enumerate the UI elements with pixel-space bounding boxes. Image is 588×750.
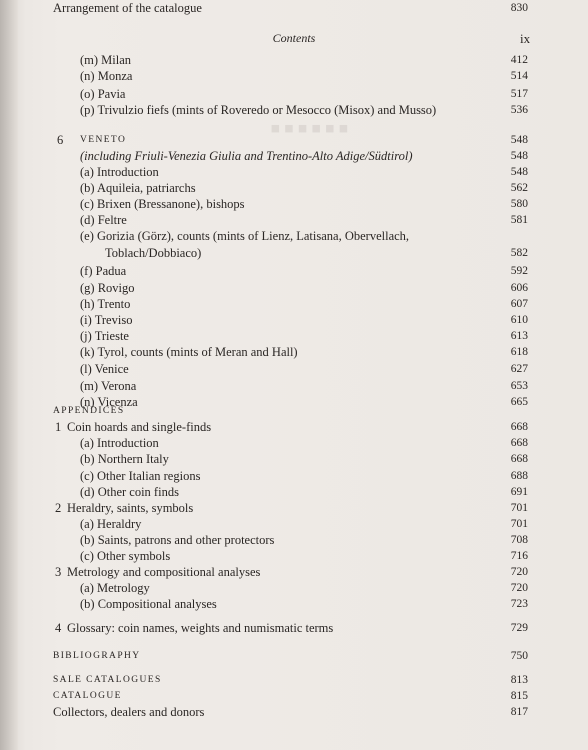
toc-entry-page: 606: [510, 282, 528, 294]
toc-entry-hoards[interactable]: [0, 419, 588, 435]
toc-entry-veneto-sub[interactable]: [0, 148, 588, 164]
toc-entry-label: Glossary: coin names, weights and numismatic terms: [67, 621, 334, 635]
toc-entry-he-her[interactable]: [0, 516, 588, 532]
toc-entry-label: (d) Feltre: [80, 213, 127, 227]
toc-entry-page: 582: [510, 247, 528, 259]
toc-entry-page: 517: [510, 88, 528, 100]
toc-entry-label: Coin hoards and single-finds: [67, 420, 212, 434]
toc-entry-metrology[interactable]: [0, 564, 588, 580]
toc-entry-label: (c) Brixen (Bressanone), bishops: [80, 197, 245, 211]
toc-entry-number: 4: [55, 621, 62, 635]
toc-entry-number: 6: [57, 133, 64, 147]
toc-entry-catalogue[interactable]: [0, 688, 588, 704]
toc-entry-label: (n) Vicenza: [80, 395, 138, 409]
toc-entry-label: Toblach/Dobbiaco): [105, 246, 202, 260]
toc-entry-h-north[interactable]: [0, 451, 588, 467]
toc-entry-page: 653: [510, 380, 528, 392]
toc-entry-page: 729: [510, 622, 528, 634]
toc-entry-h-other[interactable]: [0, 468, 588, 484]
toc-entry-collectors[interactable]: [0, 704, 588, 720]
toc-entry-label: (c) Other Italian regions: [80, 469, 201, 483]
toc-entry-page: 668: [510, 453, 528, 465]
toc-entry-me-met[interactable]: [0, 580, 588, 596]
toc-entry-trento[interactable]: [0, 296, 588, 312]
toc-entry-label: (including Friuli-Venezia Giulia and Trentino-Alto Adige/Südtirol): [80, 149, 413, 163]
toc-entry-number: 1: [55, 420, 62, 434]
toc-entry-page: 668: [510, 421, 528, 433]
toc-entry-page: 412: [510, 54, 528, 66]
toc-entry-he-saints[interactable]: [0, 532, 588, 548]
toc-entry-label: (m) Milan: [80, 53, 132, 67]
toc-entry-label: Collectors, dealers and donors: [53, 705, 205, 719]
toc-entry-me-comp[interactable]: [0, 596, 588, 612]
toc-entry-gorizia1[interactable]: [0, 228, 588, 244]
toc-entry-label: (a) Introduction: [80, 165, 159, 179]
running-head-page-number: ix: [520, 31, 531, 46]
toc-entry-label: (l) Venice: [80, 362, 129, 376]
toc-entry-page: 701: [510, 518, 528, 530]
toc-entry-page: 536: [510, 104, 528, 116]
toc-entry-page: 581: [510, 214, 528, 226]
toc-entry-page: 562: [510, 182, 528, 194]
toc-entry-label: APPENDICES: [53, 406, 125, 416]
toc-entry-page: 720: [510, 566, 528, 578]
toc-entry-aquileia[interactable]: [0, 180, 588, 196]
toc-entry-label: VENETO: [80, 135, 127, 145]
toc-entry-heraldry[interactable]: [0, 500, 588, 516]
show-through-decoration: ▪▪▪▪▪▪: [270, 112, 352, 145]
toc-entry-page: 548: [510, 134, 528, 146]
toc-entry-glossary[interactable]: [0, 620, 588, 636]
toc-entry-label: (o) Pavia: [80, 87, 126, 101]
toc-entry-label: CATALOGUE: [53, 691, 122, 701]
toc-entry-bibliography[interactable]: [0, 648, 588, 664]
toc-entry-label: (k) Tyrol, counts (mints of Meran and Hall): [80, 345, 298, 359]
toc-entry-label: (h) Trento: [80, 297, 131, 311]
toc-entry-h-finds[interactable]: [0, 484, 588, 500]
toc-entry-label: (b) Saints, patrons and other protectors: [80, 533, 275, 547]
toc-entry-veneto[interactable]: [0, 132, 588, 148]
toc-entry-appendices[interactable]: [0, 403, 588, 419]
toc-entry-label: (m) Verona: [80, 379, 137, 393]
toc-entry-pavia[interactable]: [0, 86, 588, 102]
toc-entry-page: 668: [510, 437, 528, 449]
toc-entry-padua[interactable]: [0, 263, 588, 279]
toc-entry-page: 813: [510, 674, 528, 686]
toc-entry-page: 701: [510, 502, 528, 514]
toc-entry-page: 723: [510, 598, 528, 610]
toc-entry-page: 691: [510, 486, 528, 498]
toc-entry-feltre[interactable]: [0, 212, 588, 228]
toc-entry-page: 618: [510, 346, 528, 358]
toc-entry-label: (j) Trieste: [80, 329, 129, 343]
toc-entry-intro[interactable]: [0, 164, 588, 180]
toc-entry-page: 607: [510, 298, 528, 310]
toc-entry-milan[interactable]: [0, 52, 588, 68]
toc-entry-label: (b) Aquileia, patriarchs: [80, 181, 196, 195]
toc-entry-verona[interactable]: [0, 378, 588, 394]
toc-entry-label: SALE CATALOGUES: [53, 675, 162, 685]
toc-entry-trivulzio[interactable]: [0, 102, 588, 118]
toc-entry-brixen[interactable]: [0, 196, 588, 212]
toc-entry-trieste[interactable]: [0, 328, 588, 344]
toc-entry-number: 2: [55, 501, 62, 515]
toc-entry-he-sym[interactable]: [0, 548, 588, 564]
toc-entry-label: (b) Compositional analyses: [80, 597, 217, 611]
toc-entry-page: 548: [510, 166, 528, 178]
toc-entry-label: Arrangement of the catalogue: [53, 1, 202, 15]
toc-entry-page: 830: [510, 2, 528, 14]
toc-entry-rovigo[interactable]: [0, 280, 588, 296]
toc-entry-label: (d) Other coin finds: [80, 485, 179, 499]
toc-entry-venice[interactable]: [0, 361, 588, 377]
toc-entry-page: 665: [510, 396, 528, 408]
toc-entry-page: 688: [510, 470, 528, 482]
toc-entry-page: 708: [510, 534, 528, 546]
toc-entry-label: BIBLIOGRAPHY: [53, 651, 141, 661]
toc-entry-tyrol[interactable]: [0, 344, 588, 360]
toc-entry-label: (i) Treviso: [80, 313, 133, 327]
toc-entry-label: (f) Padua: [80, 264, 127, 278]
toc-entry-label: Metrology and compositional analyses: [67, 565, 261, 579]
toc-entry-page: 720: [510, 582, 528, 594]
toc-entry-label: (b) Northern Italy: [80, 452, 169, 466]
toc-entry-label: (a) Heraldry: [80, 517, 142, 531]
toc-entry-monza[interactable]: [0, 68, 588, 84]
toc-entry-page: 716: [510, 550, 528, 562]
toc-entry-page: 750: [510, 650, 528, 662]
toc-entry-page: 514: [510, 70, 528, 82]
toc-entry-label: (g) Rovigo: [80, 281, 135, 295]
toc-entry-label: (c) Other symbols: [80, 549, 171, 563]
toc-entry-label: (n) Monza: [80, 69, 133, 83]
toc-entry-gorizia2[interactable]: [0, 245, 588, 261]
toc-entry-arrangement[interactable]: [0, 0, 588, 16]
toc-entry-page: 592: [510, 265, 528, 277]
toc-entry-page: 610: [510, 314, 528, 326]
toc-entry-page: 817: [510, 706, 528, 718]
toc-entry-label: Heraldry, saints, symbols: [67, 501, 194, 515]
toc-entry-page: 580: [510, 198, 528, 210]
toc-entry-page: 815: [510, 690, 528, 702]
toc-entry-label: (e) Gorizia (Görz), counts (mints of Lienz, Latisana, Obervellach,: [80, 229, 410, 243]
toc-entry-page: 548: [510, 150, 528, 162]
running-head-title: Contents: [272, 31, 316, 45]
toc-entry-page: 627: [510, 363, 528, 375]
toc-entry-label: (p) Trivulzio fiefs (mints of Roveredo or Mesocco (Misox) and Musso): [80, 103, 437, 117]
toc-entry-label: (a) Introduction: [80, 436, 159, 450]
toc-entry-h-intro[interactable]: [0, 435, 588, 451]
toc-entry-page: 613: [510, 330, 528, 342]
toc-entry-treviso[interactable]: [0, 312, 588, 328]
toc-entry-label: (a) Metrology: [80, 581, 150, 595]
toc-entry-number: 3: [55, 565, 62, 579]
toc-entry-sale[interactable]: [0, 672, 588, 688]
